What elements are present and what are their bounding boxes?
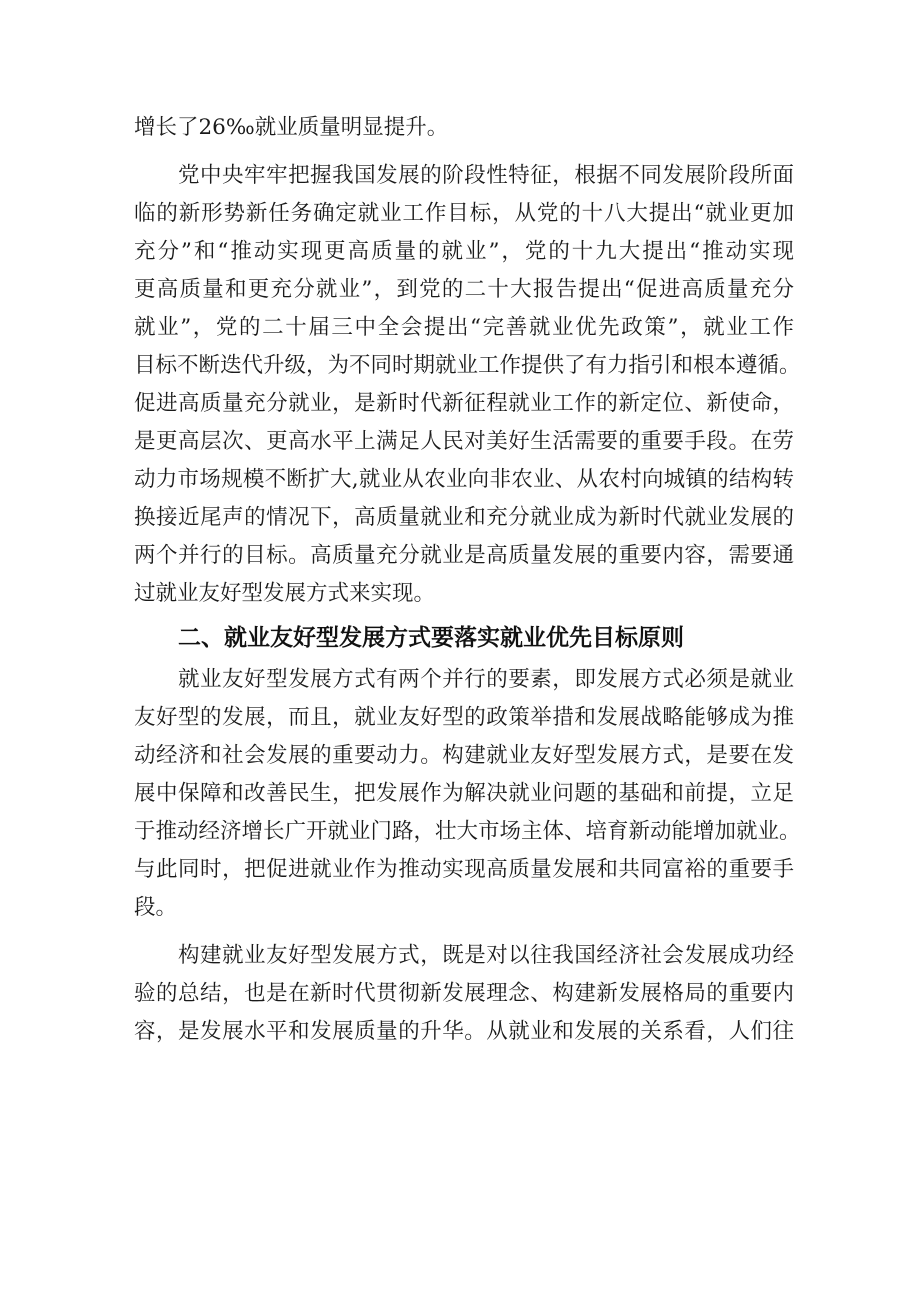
text-line: 与此同时，把促进就业作为推动实现高质量发展和共同富裕的重要手	[134, 857, 794, 882]
text-line: 友好型的发展，而且，就业友好型的政策举措和发展战略能够成为推	[134, 705, 794, 730]
text-line: 换接近尾声的情况下，高质量就业和充分就业成为新时代就业发展的	[134, 505, 794, 530]
text-line: 目标不断迭代升级，为不同时期就业工作提供了有力指引和根本遵循。	[134, 353, 801, 378]
text-line: 于推动经济增长广开就业门路，壮大市场主体、培育新动能增加就业。	[134, 819, 801, 844]
paragraph-first-line: 构建就业友好型发展方式，既是对以往我国经济社会发展成功经	[178, 943, 794, 968]
text-line: 展中保障和改善民生，把发展作为解决就业问题的基础和前提，立足	[134, 781, 794, 806]
text-line: 两个并行的目标。高质量充分就业是高质量发展的重要内容，需要通	[134, 543, 794, 568]
text-line: 充分”和“推动实现更高质量的就业”，党的十九大提出“推动实现	[134, 239, 794, 264]
text-line: 动经济和社会发展的重要动力。构建就业友好型发展方式，是要在发	[134, 743, 794, 768]
text-line: 验的总结，也是在新时代贯彻新发展理念、构建新发展格局的重要内	[134, 981, 794, 1006]
paragraph-first-line: 就业友好型发展方式有两个并行的要素，即发展方式必须是就业	[178, 667, 794, 692]
text-line: 过就业友好型发展方式来实现。	[134, 581, 436, 606]
text-line: 增长了26‰就业质量明显提升。	[134, 115, 449, 140]
section-heading: 二、就业友好型发展方式要落实就业优先目标原则	[178, 625, 684, 651]
text-line: 更高质量和更充分就业”，到党的二十大报告提出“促进高质量充分	[134, 277, 794, 302]
text-line: 段。	[134, 895, 178, 920]
text-line: 动力市场规模不断扩大,就业从农业向非农业、从农村向城镇的结构转	[134, 467, 794, 492]
text-line: 促进高质量充分就业，是新时代新征程就业工作的新定位、新使命，	[134, 391, 794, 416]
paragraph-first-line: 党中央牢牢把握我国发展的阶段性特征，根据不同发展阶段所面	[178, 163, 794, 188]
text-line: 临的新形势新任务确定就业工作目标，从党的十八大提出“就业更加	[134, 201, 794, 226]
text-line: 是更高层次、更高水平上满足人民对美好生活需要的重要手段。在劳	[134, 429, 794, 454]
text-line: 容，是发展水平和发展质量的升华。从就业和发展的关系看，人们往	[134, 1019, 794, 1044]
text-line: 就业”，党的二十届三中全会提出“完善就业优先政策”，就业工作	[134, 315, 794, 340]
